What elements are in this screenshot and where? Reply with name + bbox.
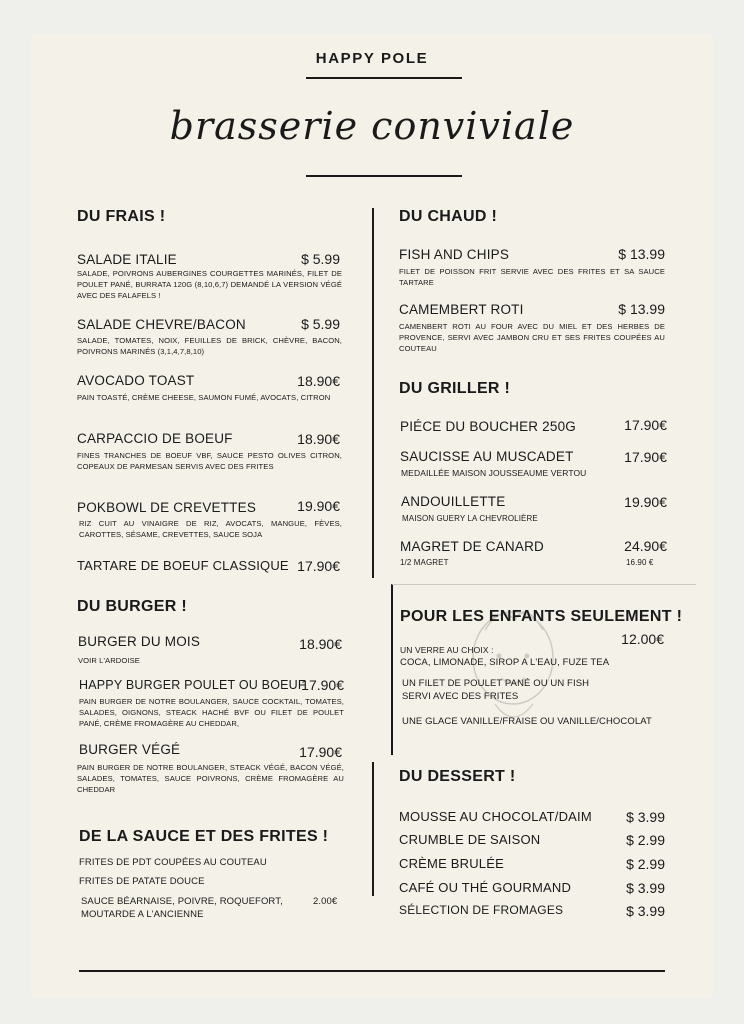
item-name: MOUSSE AU CHOCOLAT/DAIM [399,809,592,824]
item-price: 18.90€ [297,373,340,389]
item-price: 2.00€ [313,896,338,907]
item-price: $ 3.99 [626,880,665,896]
item-price: 17.90€ [624,449,667,465]
bottom-rule [79,970,665,972]
item-name: HAPPY BURGER POULET OU BOEUF [79,678,306,692]
subtitle-rule [306,175,462,177]
kids-price: 12.00€ [621,631,664,647]
item-price: 17.90€ [299,744,342,760]
item-price: 17.90€ [297,558,340,574]
item-price: 17.90€ [301,677,344,693]
list-item: FRITES DE PATATE DOUCE [79,876,205,887]
item-desc: FILET DE POISSON FRIT SERVIE AVEC DES FRITES ET SA SAUCE TARTARE [399,267,665,287]
item-name: TARTARE DE BOEUF CLASSIQUE [77,558,289,573]
item-name: POKBOWL DE CREVETTES [77,500,257,515]
item-name: BURGER VÉGÉ [79,742,181,757]
item-price: $ 3.99 [626,903,665,919]
brand-title: HAPPY POLE [315,50,429,67]
section-title-burger: DU BURGER ! [77,598,187,615]
list-item: MOUTARDE A L'ANCIENNE [81,909,204,920]
item-name: SÉLECTION DE FROMAGES [399,903,564,917]
section-title-griller: DU GRILLER ! [399,380,511,397]
item-name: FISH AND CHIPS [399,247,510,262]
item-name: MAGRET DE CANARD [400,539,544,554]
kids-line: UN FILET DE POULET PANÉ OU UN FISH [402,678,590,689]
top-rule [306,77,462,79]
item-price: 18.90€ [297,431,340,447]
item-name: ANDOUILLETTE [401,494,506,509]
item-desc-price: 16.90 € [626,558,654,567]
kids-line: COCA, LIMONADE, SIROP A L'EAU, FUZE TEA [400,657,610,668]
item-desc: 1/2 MAGRET [400,558,449,567]
item-desc: SALADE, TOMATES, NOIX, FEUILLES DE BRICK, CHÈVRE, BACON, POIVRONS MARINÉS (3,1,4,7,8,10) [77,336,342,356]
item-price: $ 2.99 [626,856,665,872]
item-price: $ 13.99 [618,301,665,317]
section-title-chaud: DU CHAUD ! [399,208,498,225]
item-name: CRÈME BRULÉE [399,856,504,871]
item-price: $ 3.99 [626,809,665,825]
item-name: SALADE ITALIE [77,252,177,267]
item-desc: PAIN BURGER DE NOTRE BOULANGER, SAUCE COCKTAIL, TOMATES, SALADES, OIGNONS, STEACK HACHÉ BVF OU FILET DE POULET PANÉ, CRÈME FROMAGÈRE AU CHEDDAR, [79,697,344,728]
section-title-dessert: DU DESSERT ! [399,768,516,785]
section-title-enfants: POUR LES ENFANTS SEULEMENT ! [400,608,683,625]
item-name: CARPACCIO DE BOEUF [77,431,233,446]
item-desc: SALADE, POIVRONS AUBERGINES COURGETTES MARINÉS, FILET DE POULET PANÉ, BURRATA 120G (8,10,6,7) DEMANDÉ LA VERSION VÉGÉ AVEC DES FALAFELS ! [77,269,342,300]
item-name: BURGER DU MOIS [78,634,201,649]
list-item: SAUCE BÉARNAISE, POIVRE, ROQUEFORT, [81,896,283,907]
item-name: CAFÉ OU THÉ GOURMAND [399,880,572,895]
item-desc: FINES TRANCHES DE BOEUF VBF, SAUCE PESTO OLIVES CITRON, COPEAUX DE PARMESAN SERVIS AVEC DES FRITES [77,451,342,471]
item-name: SAUCISSE AU MUSCADET [400,449,574,464]
item-price: $ 13.99 [618,246,665,262]
item-price: 24.90€ [624,538,667,554]
item-name: AVOCADO TOAST [77,373,195,388]
section-title-frais: DU FRAIS ! [77,208,166,225]
list-item: FRITES DE PDT COUPÉES AU COUTEAU [79,857,267,868]
item-name: SALADE CHEVRE/BACON [77,317,246,332]
section-title-sauce: DE LA SAUCE ET DES FRITES ! [79,828,329,845]
item-name: CRUMBLE DE SAISON [399,832,541,847]
item-price: 19.90€ [297,498,340,514]
kids-line: SERVI AVEC DES FRITES [402,691,519,702]
item-price: 19.90€ [624,494,667,510]
item-price: 18.90€ [299,636,342,652]
item-price: $ 5.99 [301,251,340,267]
subtitle: brasserie conviviale [169,104,575,148]
item-desc: MAISON GUERY LA CHEVROLIÈRE [402,514,538,523]
item-price: $ 2.99 [626,832,665,848]
item-desc: PAIN BURGER DE NOTRE BOULANGER, STEACK VÉGÉ, BACON VÉGÉ, SALADES, TOMATES, SAUCE POIVRONS, CRÈME FROMAGÈRE AU CHEDDAR [77,763,344,794]
column-divider-bottom [372,762,374,896]
kids-line: UNE GLACE VANILLE/FRAISE OU VANILLE/CHOCOLAT [402,716,652,727]
column-divider-top [372,208,374,578]
item-desc: CAMENBERT ROTI AU FOUR AVEC DU MIEL ET DES HERBES DE PROVENCE, SERVI AVEC JAMBON CRU ET SES FRITES COUPÉES AU COUTEAU [399,322,665,353]
item-price: $ 5.99 [301,316,340,332]
item-name: PIÉCE DU BOUCHER 250G [400,419,576,434]
kids-line: UN VERRE AU CHOIX : [400,645,494,655]
item-desc: PAIN TOASTÉ, CRÈME CHEESE, SAUMON FUMÉ, AVOCATS, CITRON [77,393,331,402]
item-desc: VOIR L'ARDOISE [78,656,140,665]
item-price: 17.90€ [624,417,667,433]
item-desc: MEDAILLÉE MAISON JOUSSEAUME VERTOU [401,468,587,478]
item-desc: RIZ CUIT AU VINAIGRE DE RIZ, AVOCATS, MANGUE, FÈVES, CAROTTES, SÉSAME, CREVETTES, SAUCE SOJA [79,519,342,539]
item-name: CAMEMBERT ROTI [399,302,524,317]
